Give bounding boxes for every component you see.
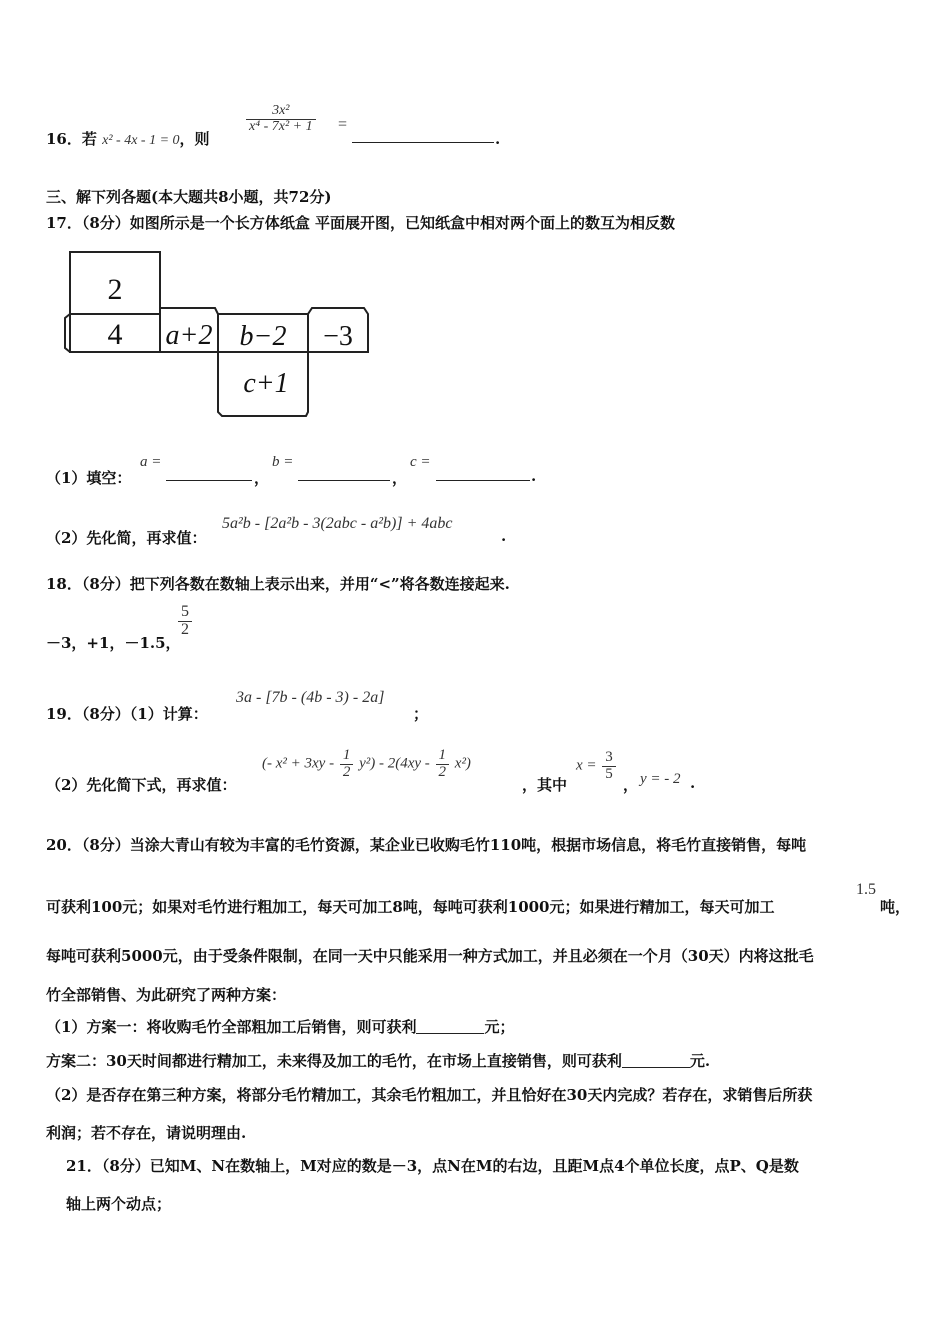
q19-end2: .	[690, 774, 696, 792]
q19-expr: 3a - [7b - (4b - 3) - 2a]	[236, 689, 385, 706]
box-net-diagram	[60, 244, 380, 420]
q17-end: .	[531, 467, 537, 485]
q16-then: ，则	[179, 130, 210, 148]
q19-half-den-2: 2	[436, 764, 450, 781]
q17-comma-b: ，	[392, 469, 408, 487]
q19-expr2-a: (- x² + 3xy -	[262, 755, 335, 772]
q17-c-blank[interactable]	[436, 466, 530, 481]
net-cell-top: 2	[107, 273, 123, 306]
q20-plan2	[46, 1050, 710, 1071]
q16-line	[46, 128, 210, 149]
q20-line2b: 吨，	[880, 898, 911, 916]
q20-line1: 20．（8分）当涂大青山有较为丰富的毛竹资源，某企业已收购毛竹110吨，根据市场信息，将毛竹直接销售，每吨	[46, 836, 807, 854]
q17-a-label: a =	[140, 454, 162, 470]
q19-half-num-1: 1	[342, 747, 351, 763]
q20-plan2-a: 方案二：30天时间都进行精加工，未来得及加工的毛竹，在市场上直接销售，则可获利	[46, 1052, 622, 1070]
q19-expr2-b: y²) - 2(4xy -	[359, 755, 430, 772]
q19-half-den-1: 2	[340, 764, 354, 781]
q16-if: 若	[81, 130, 97, 148]
q16-frac-num: 3x²	[272, 103, 290, 118]
q17-part2-expr: 5a²b - [2a²b - 3(2abc - a²b)] + 4abc	[222, 515, 453, 532]
q17-stem: 17．（8分）如图所示是一个长方体纸盒 平面展开图，已知纸盒中相对两个面上的数互为相反数	[46, 214, 676, 232]
q20-part2: （2）是否存在第三种方案，将部分毛竹精加工，其余毛竹粗加工，并且恰好在30天内完成？若存在，求销售后所获	[46, 1086, 813, 1104]
q20-part2-cont: 利润；若不存在，请说明理由.	[46, 1124, 247, 1142]
q17-part1	[46, 467, 131, 488]
q16-end: .	[495, 130, 501, 148]
q16-frac-den: x⁴ - 7x² + 1	[246, 119, 316, 135]
q19-x-den: 5	[602, 766, 616, 783]
q16-fraction	[244, 104, 318, 134]
q19-part2-label: （2）先化简下式，再求值：	[46, 776, 237, 794]
net-cell-a: a+2	[165, 320, 213, 351]
q17-b-label: b =	[272, 454, 294, 470]
net-cell-neg3: −3	[323, 321, 353, 352]
q16-equation: x² - 4x - 1 = 0	[102, 133, 180, 148]
q19-end: ；	[413, 705, 429, 723]
q19-half-num-2: 1	[438, 747, 447, 763]
q18-frac-den: 2	[178, 621, 192, 639]
q18-stem: 18．（8分）把下列各数在数轴上表示出来，并用“<”将各数连接起来.	[46, 575, 510, 593]
q20-plan1-a: （1）方案一：将收购毛竹全部粗加工后销售，则可获利	[46, 1018, 417, 1036]
q18-frac-num: 5	[181, 603, 189, 620]
q20-plan2-b: 元.	[689, 1052, 711, 1070]
q19-x-num: 3	[605, 749, 613, 765]
q17-a-blank[interactable]	[166, 466, 252, 481]
q16-answer-blank	[352, 128, 494, 143]
q20-sup: 1.5	[856, 881, 876, 898]
q16-number: 16．	[46, 130, 82, 148]
q17-part1-label: （1）填空：	[46, 469, 132, 487]
q18-fraction	[176, 604, 194, 639]
q20-line4: 竹全部销售、为此研究了两种方案：	[46, 986, 287, 1004]
q18-numbers: －3，+1，－1.5，	[46, 634, 181, 652]
net-cell-c: c+1	[243, 368, 289, 399]
q20-plan2-blank[interactable]	[622, 1053, 690, 1068]
section-title: 三、解下列各题(本大题共8小题，共72分)	[46, 188, 332, 206]
net-cell-b: b−2	[239, 321, 287, 352]
q19-part2-expr	[262, 748, 471, 781]
q20-plan1	[46, 1016, 514, 1037]
q20-plan1-b: 元；	[484, 1018, 515, 1036]
q19-sep: ，	[623, 776, 639, 794]
q19-x	[576, 750, 618, 783]
q20-line2	[46, 896, 775, 917]
q17-c-label: c =	[410, 454, 431, 470]
q21-line2: 轴上两个动点；	[66, 1195, 172, 1213]
q17-comma-a: ，	[254, 469, 270, 487]
q16-equals: =	[338, 116, 348, 133]
q19-expr2-c: x²)	[454, 755, 471, 772]
q19-x-eq: x =	[576, 757, 597, 774]
q21-line1: 21．（8分）已知M、N在数轴上，M对应的数是－3，点N在M的右边，且距M点4个单位长度，点P、Q是数	[66, 1157, 799, 1175]
q19-label: 19．（8分）（1）计算：	[46, 705, 208, 723]
q19-where: ，其中	[522, 776, 568, 794]
q20-line3: 每吨可获利5000元，由于受条件限制，在同一天中只能采用一种方式加工，并且必须在一个月（30天）内将这批毛	[46, 947, 814, 965]
q17-b-blank[interactable]	[298, 466, 390, 481]
q20-line2a: 可获利100元；如果对毛竹进行粗加工，每天可加工8吨，每吨可获利1000元；如果进行精加工，每天可加工	[46, 898, 775, 916]
q20-plan1-blank[interactable]	[416, 1019, 484, 1034]
q17-part2-end: .	[501, 527, 507, 545]
q19-y: y = - 2	[640, 771, 681, 787]
q17-part2-label: （2）先化简，再求值：	[46, 529, 207, 547]
net-cell-front: 4	[107, 318, 123, 351]
